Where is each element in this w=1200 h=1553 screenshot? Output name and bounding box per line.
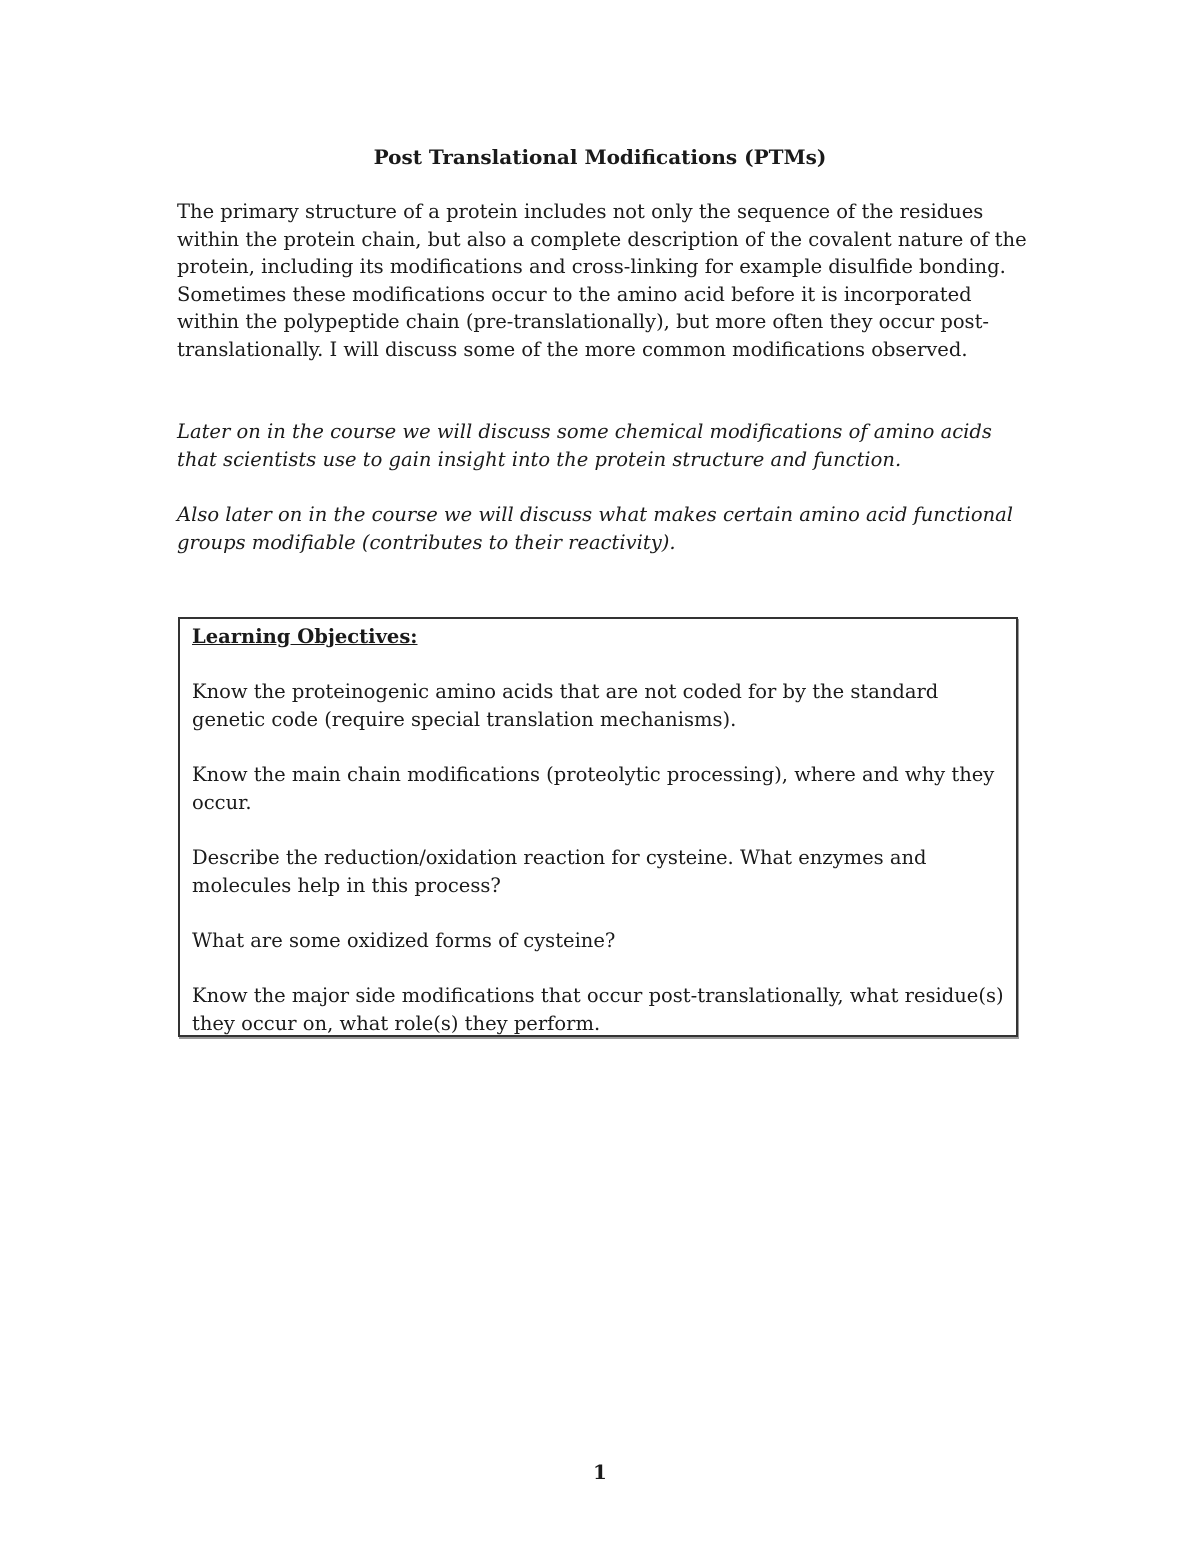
objective-item: Describe the reduction/oxidation reaction for cysteine. What enzymes and molecules help in this process? xyxy=(192,846,927,897)
objective-item: Know the proteinogenic amino acids that are not coded for by the standard genetic code (require special translation mechanisms). xyxy=(192,680,939,731)
course-note-chemical-modifications: Later on in the course we will discuss some chemical modifications of amino acids that scientists use to gain insight into the protein structure and function. xyxy=(177,420,992,471)
document-title: Post Translational Modifications (PTMs) xyxy=(373,145,827,169)
objective-item: Know the main chain modifications (proteolytic processing), where and why they occur. xyxy=(192,763,995,814)
learning-objectives-box xyxy=(178,617,1018,1037)
objective-item: What are some oxidized forms of cysteine? xyxy=(192,929,616,952)
page-number: 1 xyxy=(593,1460,607,1484)
course-note-reactivity: Also later on in the course we will discuss what makes certain amino acid functional groups modifiable (contributes to their reactivity). xyxy=(177,503,1014,554)
objective-item: Know the major side modifications that occur post-translationally, what residue(s) they occur on, what role(s) they perform. xyxy=(192,984,1004,1035)
learning-objectives-heading: Learning Objectives: xyxy=(192,625,418,648)
intro-paragraph: The primary structure of a protein includes not only the sequence of the residues within the protein chain, but also a complete description of the covalent nature of the protein, including its modifications and cross-linking for example disulfide bonding. Sometimes these modifications occur to the amino acid before it is incorporated within the polypeptide chain (pre-translationally), but more often they occur post-translationally. I will discuss some of the more common modifications observed. xyxy=(177,200,1027,361)
